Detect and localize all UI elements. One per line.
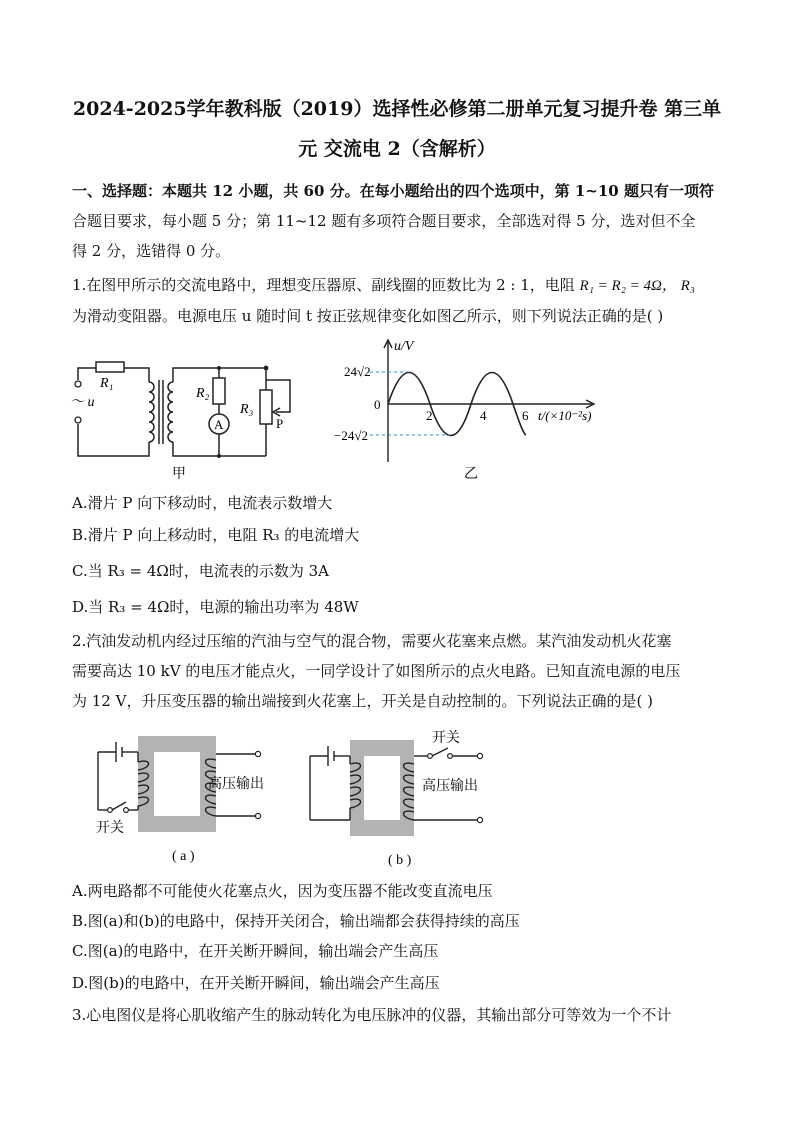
- graph-xlabel: t/(×10⁻²s): [538, 408, 592, 423]
- q2-option-c: C.图(a)的电路中，在开关断开瞬间，输出端会产生高压: [72, 942, 439, 960]
- q1-voltage-graph: [330, 332, 620, 482]
- q2-stem-line-1: 2.汽油发动机内经过压缩的汽油与空气的混合物，需要火花塞来点燃。某汽油发动机火花塞: [72, 632, 672, 650]
- document-title-line-1: 2024-2025学年教科版（2019）选择性必修第二册单元复习提升卷 第三单: [72, 98, 722, 120]
- ammeter-label: A: [214, 417, 224, 432]
- r3-label: R₃: [240, 402, 254, 417]
- r1-label: R₁: [100, 376, 114, 391]
- q1-circuit-figure: [64, 340, 314, 490]
- fig-b-caption: ( b ): [388, 853, 412, 868]
- graph-xtick-6: 6: [522, 408, 529, 423]
- graph-ytick-zero: 0: [374, 397, 381, 412]
- document-title-line-2: 元 交流电 2（含解析）: [298, 138, 496, 160]
- r2-label: R₂: [196, 386, 210, 401]
- graph-ytick-max: 24√2: [344, 364, 371, 379]
- section-line-3: 得 2 分，选错得 0 分。: [72, 242, 231, 260]
- fig-a-output-label: 高压输出: [208, 777, 264, 792]
- q1-resistor-values: R₁ = R₂ = 4Ω， R₃: [579, 278, 696, 294]
- fig-b-output-label: 高压输出: [422, 779, 478, 794]
- graph-ylabel: u/V: [394, 339, 414, 354]
- fig-a-caption: ( a ): [172, 849, 195, 864]
- q1-option-a: A.滑片 P 向下移动时，电流表示数增大: [72, 494, 333, 512]
- q2-option-a: A.两电路都不可能使火花塞点火，因为变压器不能改变直流电压: [72, 882, 493, 900]
- figure-jia-caption: 甲: [172, 467, 186, 482]
- q1-option-d: D.当 R₃ = 4Ω时，电源的输出功率为 48W: [72, 598, 359, 616]
- slider-label: P: [276, 416, 284, 431]
- q1-option-b: B.滑片 P 向上移动时，电阻 R₃ 的电流增大: [72, 526, 360, 544]
- q2-stem-line-3: 为 12 V，升压变压器的输出端接到火花塞上，开关是自动控制的。下列说法正确的是( ): [72, 692, 653, 710]
- source-label: ～ u: [70, 395, 95, 410]
- q1-stem-line-2: 为滑动变阻器。电源电压 u 随时间 t 按正弦规律变化如图乙所示，则下列说法正确的是( ): [72, 307, 664, 325]
- q2-option-d: D.图(b)的电路中，在开关断开瞬间，输出端会产生高压: [72, 974, 440, 992]
- q3-stem-line-1: 3.心电图仪是将心肌收缩产生的脉动转化为电压脉冲的仪器，其输出部分可等效为一个不计: [72, 1006, 672, 1024]
- graph-xtick-2: 2: [426, 408, 433, 423]
- section-heading: 一、选择题：本题共 12 小题，共 60 分。在每小题给出的四个选项中，第 1~10 题只有一项符: [72, 182, 714, 200]
- section-line-2: 合题目要求，每小题 5 分；第 11~12 题有多项符合题目要求，全部选对得 5 分，选对但不全: [72, 212, 696, 230]
- q1-stem-text: 1.在图甲所示的交流电路中，理想变压器原、副线圈的匝数比为 2 : 1，电阻: [72, 276, 580, 294]
- q2-stem-line-2: 需要高达 10 kV 的电压才能点火，一同学设计了如图所示的点火电路。已知直流电源的电压: [72, 662, 681, 680]
- q1-stem-line-1: [72, 274, 695, 295]
- fig-a-switch-label: 开关: [96, 821, 124, 836]
- fig-b-switch-label: 开关: [432, 731, 460, 746]
- graph-ytick-min: −24√2: [334, 428, 368, 443]
- q2-option-b: B.图(a)和(b)的电路中，保持开关闭合，输出端都会获得持续的高压: [72, 912, 520, 930]
- q2-figure-a: [90, 732, 290, 872]
- q2-figure-b: [302, 726, 502, 872]
- graph-xtick-4: 4: [480, 408, 487, 423]
- q1-option-c: C.当 R₃ = 4Ω时，电流表的示数为 3A: [72, 562, 330, 580]
- figure-yi-caption: 乙: [464, 467, 478, 482]
